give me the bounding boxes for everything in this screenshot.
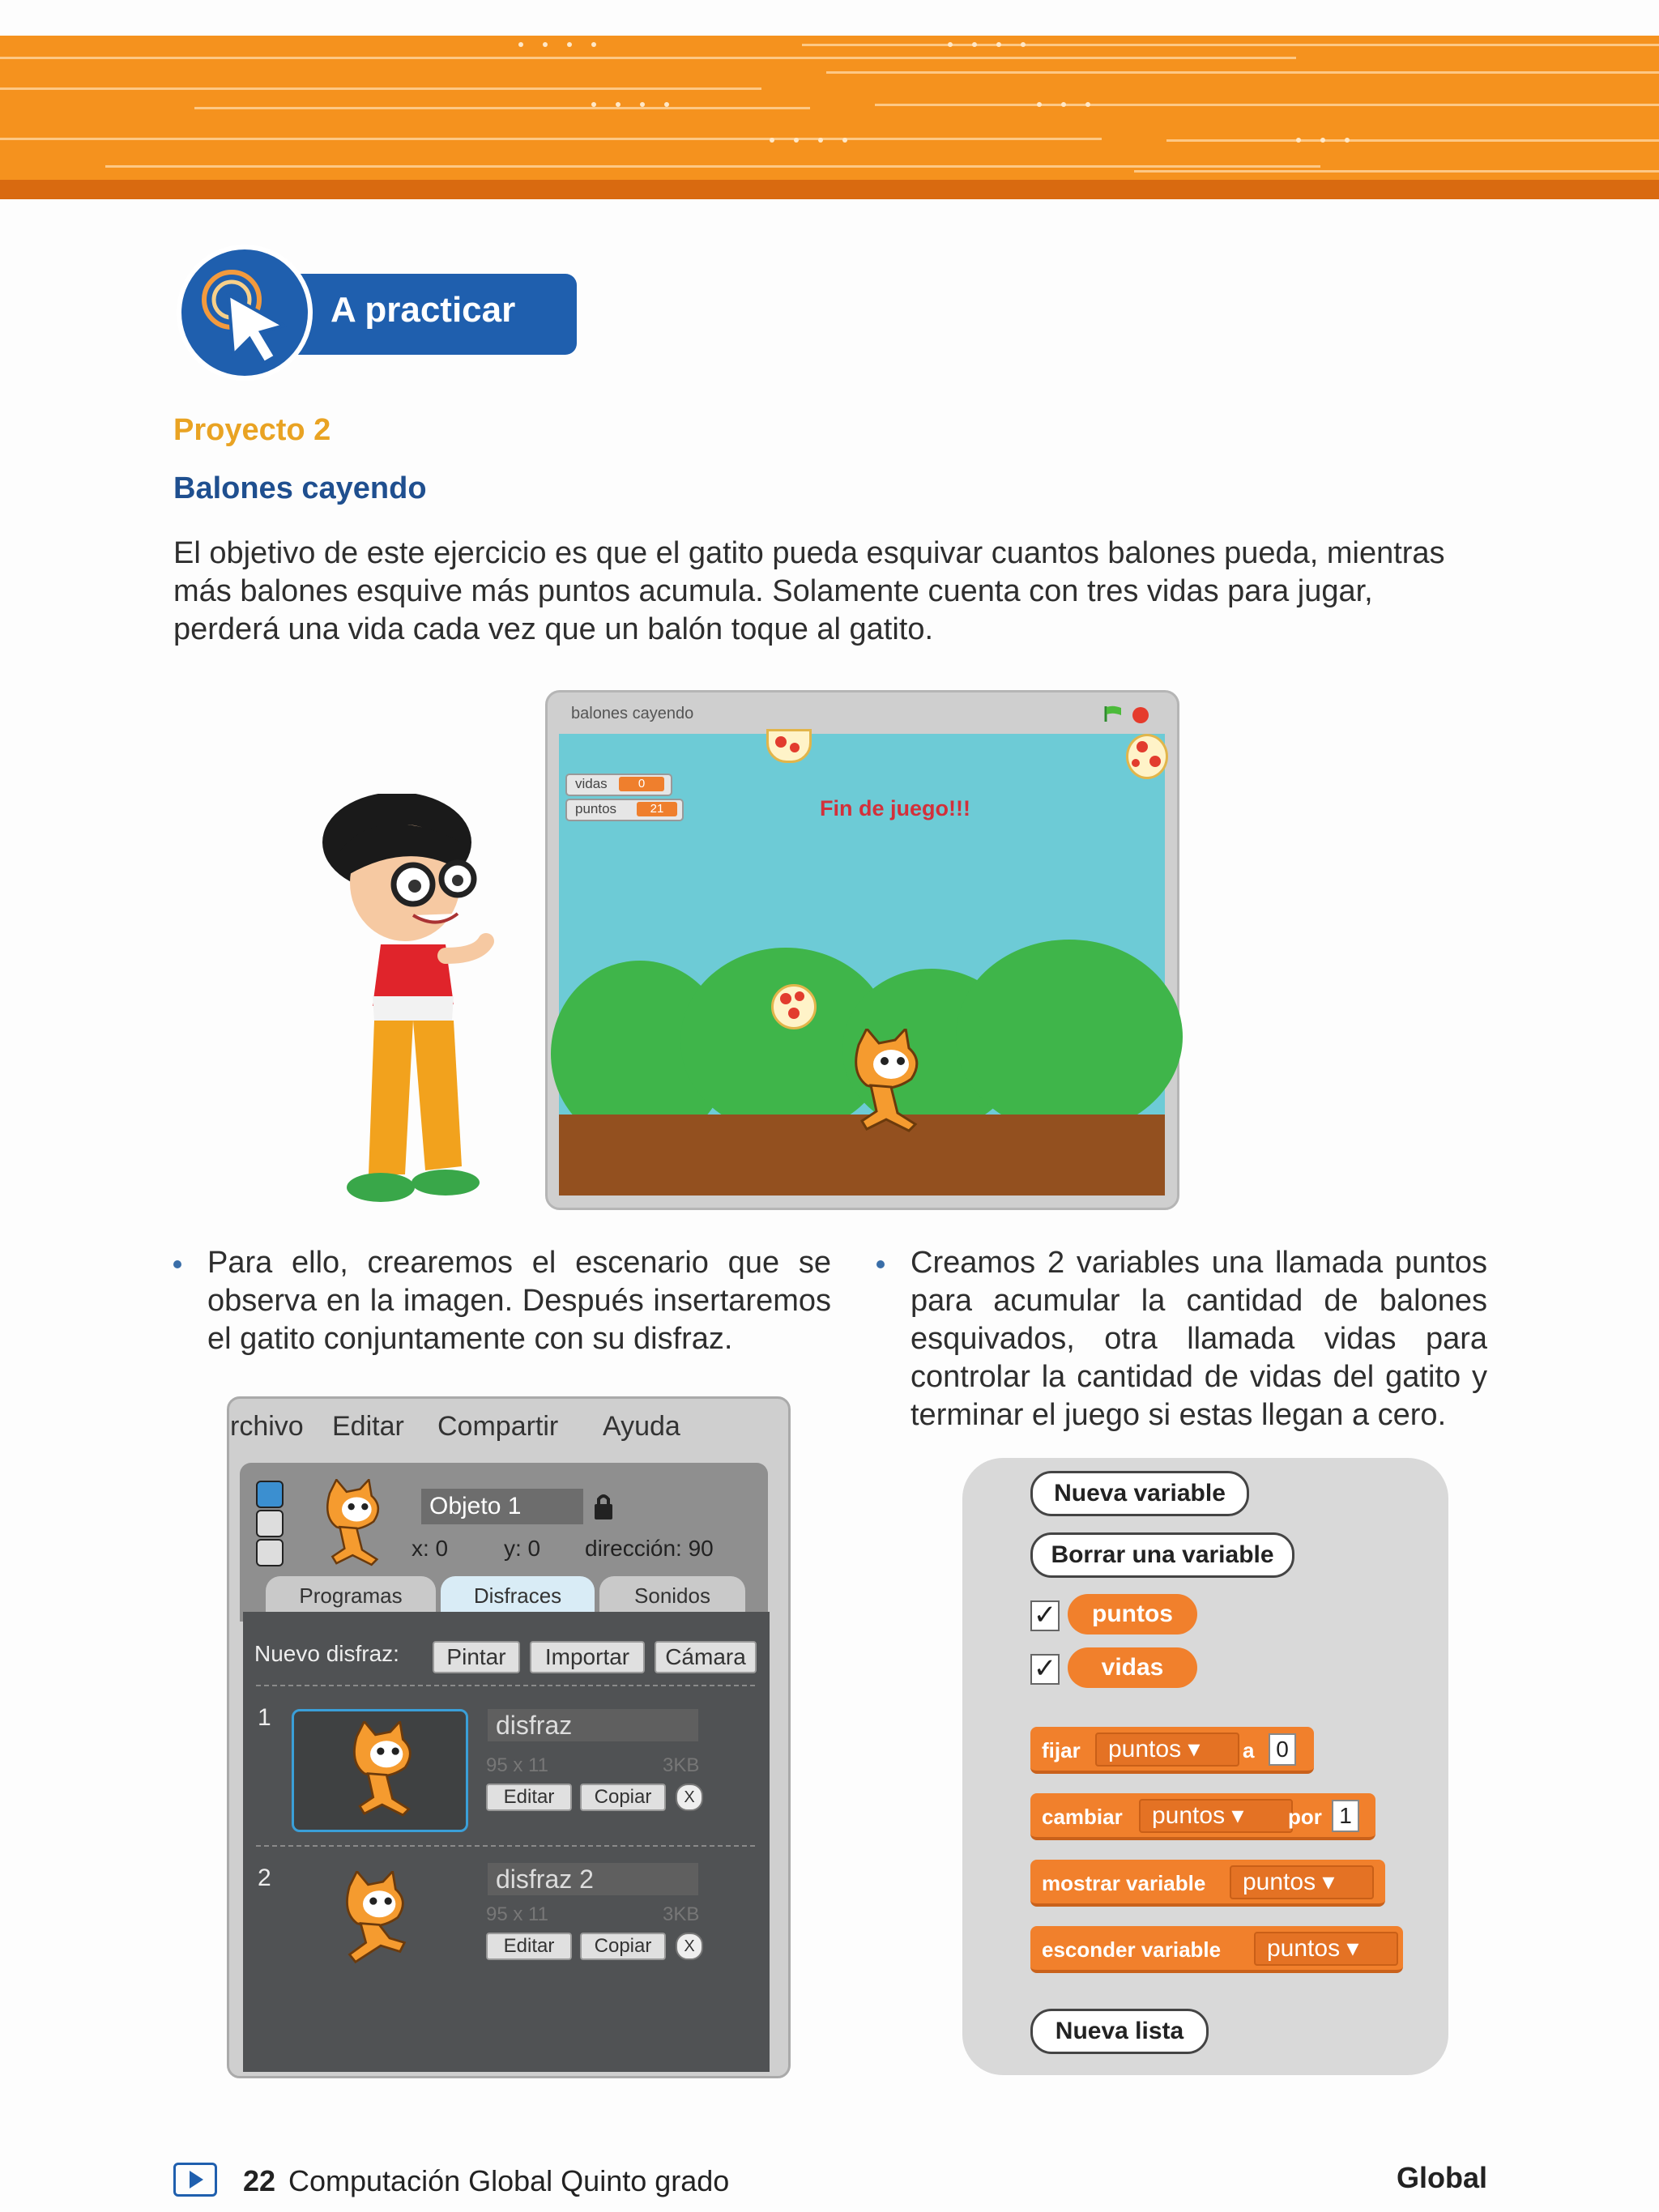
footer-brand: Global <box>1397 2161 1488 2194</box>
camera-button[interactable]: Cámara <box>655 1641 757 1673</box>
block-label: por <box>1288 1805 1322 1829</box>
variable-dropdown[interactable]: puntos ▾ <box>1139 1799 1293 1833</box>
hide-variable-block[interactable] <box>1030 1926 1403 1973</box>
bullet-dot <box>173 1260 181 1268</box>
flip-style-icon[interactable] <box>256 1510 284 1537</box>
costume-kb: 3KB <box>663 1754 700 1776</box>
paint-button[interactable]: Pintar <box>433 1641 520 1673</box>
bullet-dot <box>876 1260 885 1268</box>
costume-index: 1 <box>258 1704 271 1731</box>
costume-thumbnail-selected[interactable] <box>292 1709 468 1832</box>
page-number: 22 <box>243 2164 276 2197</box>
dropdown-value: puntos <box>1108 1736 1182 1762</box>
ball-sprite <box>766 729 812 763</box>
new-variable-button[interactable]: Nueva variable <box>1030 1471 1249 1516</box>
costume-thumbnail[interactable] <box>292 1863 463 1976</box>
var-monitor-value: 0 <box>619 777 664 791</box>
variable-dropdown[interactable]: puntos ▾ <box>1095 1733 1239 1767</box>
no-rotate-icon[interactable] <box>256 1539 284 1566</box>
sprite-y: y: 0 <box>504 1536 541 1561</box>
boy-illustration <box>292 794 510 1215</box>
stop-icon[interactable] <box>1132 707 1149 723</box>
cat-sprite <box>834 1029 932 1134</box>
set-variable-block[interactable] <box>1030 1727 1314 1774</box>
checkbox-vidas[interactable]: ✓ <box>1030 1654 1060 1685</box>
play-icon <box>173 2163 217 2197</box>
new-costume-label: Nuevo disfraz: <box>254 1641 399 1666</box>
cursor-click-icon <box>177 245 313 381</box>
costume-name-field[interactable]: disfraz <box>488 1709 698 1741</box>
menu-editar[interactable]: Editar <box>332 1411 404 1442</box>
green-flag-icon[interactable] <box>1103 705 1124 722</box>
delete-variable-button[interactable]: Borrar una variable <box>1030 1532 1294 1578</box>
rotate-style-icon[interactable] <box>256 1481 284 1508</box>
var-monitor-label: vidas <box>575 776 608 791</box>
ball-sprite <box>771 984 817 1029</box>
ball-sprite <box>1126 734 1168 779</box>
divider <box>256 1845 755 1847</box>
costume-name-field[interactable]: disfraz 2 <box>488 1863 698 1895</box>
bush <box>956 940 1183 1134</box>
copy-costume-button[interactable]: Copiar <box>580 1784 666 1811</box>
costume-size: 95 x 11 <box>486 1754 548 1776</box>
tab-sonidos[interactable]: Sonidos <box>599 1576 745 1612</box>
delete-costume-button[interactable]: X <box>676 1784 703 1811</box>
show-variable-block[interactable] <box>1030 1860 1385 1907</box>
new-list-button[interactable]: Nueva lista <box>1030 2009 1209 2054</box>
value-input[interactable]: 0 <box>1269 1733 1296 1766</box>
dropdown-value: puntos <box>1267 1935 1341 1962</box>
lock-icon[interactable] <box>591 1492 616 1521</box>
menu-archivo[interactable]: rchivo <box>230 1411 304 1442</box>
reporter-vidas[interactable]: vidas <box>1068 1647 1197 1688</box>
value-input[interactable]: 1 <box>1332 1800 1359 1832</box>
block-label: esconder variable <box>1042 1937 1222 1962</box>
checkbox-puntos[interactable]: ✓ <box>1030 1600 1060 1631</box>
header-band <box>0 36 1659 198</box>
tab-programas[interactable]: Programas <box>266 1576 436 1612</box>
delete-costume-button[interactable]: X <box>676 1933 703 1960</box>
footer-title: Computación Global Quinto grado <box>288 2164 730 2197</box>
dropdown-value: puntos <box>1152 1802 1226 1829</box>
variable-dropdown[interactable]: puntos ▾ <box>1230 1865 1374 1899</box>
sprite-name-field[interactable]: Objeto 1 <box>421 1489 583 1524</box>
costume-index: 2 <box>258 1865 271 1891</box>
variable-dropdown[interactable]: puntos ▾ <box>1254 1932 1398 1966</box>
game-over-message: Fin de juego!!! <box>820 796 970 820</box>
dropdown-value: puntos <box>1243 1869 1316 1895</box>
cat-costume-image <box>327 1871 416 1968</box>
reporter-puntos[interactable]: puntos <box>1068 1594 1197 1634</box>
project-label: Proyecto 2 <box>173 413 331 447</box>
badge-label: A practicar <box>331 290 516 330</box>
sprite-thumbnail-cat <box>309 1479 390 1568</box>
costume-list-area <box>243 1612 770 2072</box>
cat-costume-image <box>335 1721 424 1818</box>
menu-compartir[interactable]: Compartir <box>437 1411 559 1442</box>
bullet-right-text: Creamos 2 variables una llamada puntos para acumular la cantidad de balones esquivados, otra llamada vidas para controlar la cantidad de vidas del gatito y terminar el juego si estas llegan a cero. <box>911 1246 1487 1432</box>
edit-costume-button[interactable]: Editar <box>486 1784 572 1811</box>
change-variable-block[interactable] <box>1030 1793 1375 1840</box>
project-title: Balones cayendo <box>173 471 427 505</box>
var-monitor-puntos <box>565 799 684 821</box>
header-band-stripe <box>0 180 1659 199</box>
block-label: mostrar variable <box>1042 1871 1206 1895</box>
block-label: cambiar <box>1042 1805 1123 1829</box>
tab-disfraces[interactable]: Disfraces <box>441 1576 595 1612</box>
menu-ayuda[interactable]: Ayuda <box>603 1411 680 1442</box>
block-label: a <box>1243 1738 1255 1762</box>
var-monitor-value: 21 <box>637 802 677 816</box>
sprite-direction: dirección: 90 <box>585 1536 714 1561</box>
costume-kb: 3KB <box>663 1903 700 1925</box>
copy-costume-button[interactable]: Copiar <box>580 1933 666 1960</box>
var-monitor-vidas <box>565 774 672 796</box>
import-button[interactable]: Importar <box>530 1641 645 1673</box>
edit-costume-button[interactable]: Editar <box>486 1933 572 1960</box>
divider <box>256 1685 755 1686</box>
var-monitor-label: puntos <box>575 801 617 816</box>
costume-size: 95 x 11 <box>486 1903 548 1925</box>
block-label: fijar <box>1042 1738 1081 1762</box>
sprite-x: x: 0 <box>412 1536 449 1561</box>
intro-paragraph: El objetivo de este ejercicio es que el gatito pueda esquivar cuantos balones pueda, mientras más balones esquive más puntos acumula. Solamente cuenta con tres vidas para jugar, perderá una vida cada vez que un balón toque al gatito. <box>173 536 1445 646</box>
bullet-left-text: Para ello, crearemos el escenario que se observa en la imagen. Después insertaremos el gatito conjuntamente con su disfraz. <box>207 1246 831 1356</box>
stage-title: balones cayendo <box>571 705 694 722</box>
